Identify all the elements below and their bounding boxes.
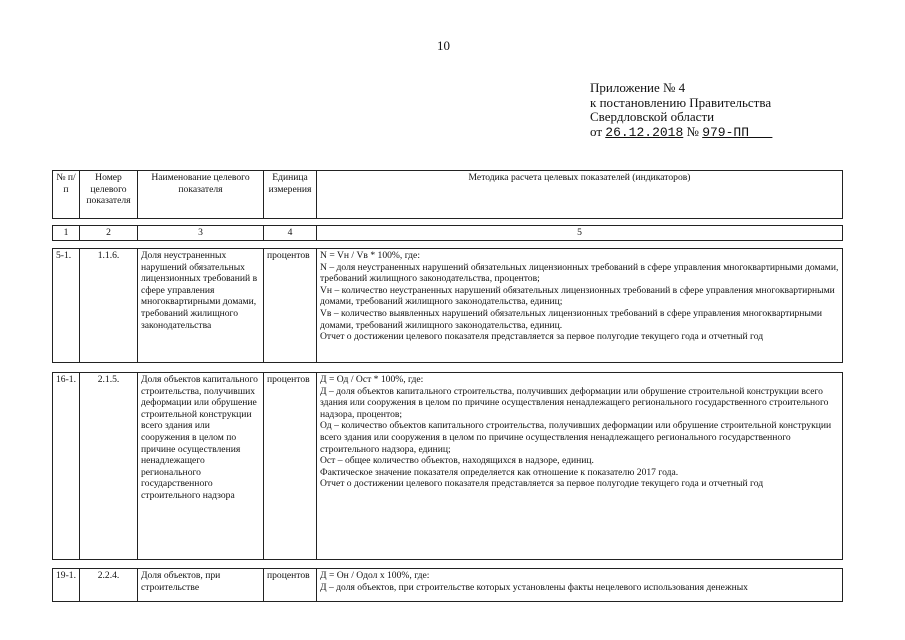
column-number: 2 xyxy=(80,226,138,241)
method-line: Ост – общее количество объектов, находящихся в надзоре, единиц. xyxy=(320,455,594,467)
approval-stamp xyxy=(590,81,772,140)
row-indicator-number: 2.1.5. xyxy=(80,373,138,560)
row-method xyxy=(317,569,843,602)
column-number: 4 xyxy=(264,226,317,241)
method-line: Vв – количество выявленных нарушений обязательных лицензионных требований в сфере управления многоквартирными домами, требований жилищного законодательства, единиц. xyxy=(320,307,823,331)
approval-from-label: от xyxy=(590,123,603,139)
approval-number: 979-ПП xyxy=(702,124,749,140)
approval-line-1: Приложение № 4 xyxy=(590,80,686,95)
header-method: Методика расчета целевых показателей (индикаторов) xyxy=(317,171,843,219)
method-line: Од – количество объектов капитального строительства, получивших деформации или обрушение строительной конструкции всего здания или сооружения в целом по причине осуществления ненадлежащего регионального государственного строительного надзора, единиц; xyxy=(320,420,832,455)
approval-date-line xyxy=(590,125,772,141)
method-line: Д = Он / Одол x 100%, где: xyxy=(320,570,430,581)
row-num: 19-1. xyxy=(53,569,80,602)
page-number: 10 xyxy=(437,38,450,53)
method-line: N = Vн / Vв * 100%, где: xyxy=(320,250,420,261)
row-unit: процентов xyxy=(264,373,317,560)
method-line: Фактическое значение показателя определяется как отношение к показателю 2017 года. xyxy=(320,466,679,478)
row-unit: процентов xyxy=(264,569,317,602)
header-indicator-number: Номер целевого показателя xyxy=(80,171,138,219)
row-num: 5-1. xyxy=(53,249,80,363)
row-method xyxy=(317,249,843,363)
row-method xyxy=(317,373,843,560)
column-number-row xyxy=(52,225,843,241)
method-line: Отчет о достижении целевого показателя представляется за первое полугодие текущего года и отчетный год xyxy=(320,478,764,490)
approval-line-2: к постановлению Правительства xyxy=(590,94,772,110)
table-row xyxy=(52,568,843,602)
row-unit: процентов xyxy=(264,249,317,363)
row-indicator-number: 1.1.6. xyxy=(80,249,138,363)
row-indicator-name: Доля объектов, при строительстве xyxy=(138,569,264,602)
table-header xyxy=(52,170,843,219)
column-number: 5 xyxy=(317,226,843,241)
approval-date: 26.12.2018 xyxy=(605,124,684,140)
table-row xyxy=(52,248,843,363)
column-number: 1 xyxy=(53,226,80,241)
row-num: 16-1. xyxy=(53,373,80,560)
row-indicator-name: Доля объектов капитального строительства, получивших деформации или обрушение строительной конструкции всего здания или сооружения в целом по причине осуществления ненадлежащего регионального государственного строительного надзора xyxy=(138,373,264,560)
method-line: N – доля неустраненных нарушений обязательных лицензионных требований в сфере управления многоквартирными домами, требований жилищного законодательства, процентов; xyxy=(320,261,839,285)
header-unit: Единица измерения xyxy=(264,171,317,219)
row-indicator-number: 2.2.4. xyxy=(80,569,138,602)
header-indicator-name: Наименование целевого показателя xyxy=(138,171,264,219)
method-line: Отчет о достижении целевого показателя представляется за первое полугодие текущего года и отчетный год xyxy=(320,331,764,343)
method-line: Vн – количество неустраненных нарушений обязательных лицензионных требований в сфере управления многоквартирными домами, требований жилищного законодательства, единиц; xyxy=(320,284,835,308)
method-line: Д – доля объектов капитального строительства, получивших деформации или обрушение строительной конструкции всего здания или сооружения в целом по причине осуществления ненадлежащего регионального государственного строительного надзора, процентов; xyxy=(320,385,829,420)
row-indicator-name: Доля неустраненных нарушений обязательных лицензионных требований в сфере управления многоквартирными домами, требований жилищного законодательства xyxy=(138,249,264,363)
approval-line-3: Свердловской области xyxy=(590,109,715,124)
method-line: Д – доля объектов, при строительстве которых установлены факты нецелевого использования денежных xyxy=(320,581,748,593)
method-line: Д = Од / Ост * 100%, где: xyxy=(320,374,424,385)
approval-number-label: № xyxy=(686,123,699,139)
header-num: № п/п xyxy=(53,171,80,219)
column-number: 3 xyxy=(138,226,264,241)
table-row xyxy=(52,372,843,560)
